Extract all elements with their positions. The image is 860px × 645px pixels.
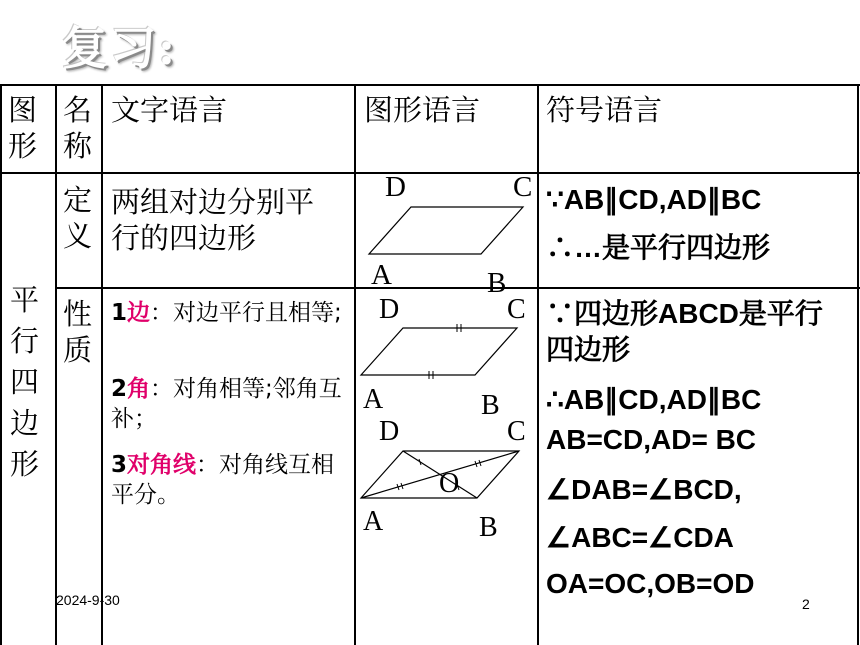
property-sides-key: 边 — [127, 300, 151, 326]
property-diagonals — [111, 450, 341, 510]
table-left-border — [0, 84, 2, 645]
property-angles-key: 角 — [127, 376, 151, 402]
property-sides — [111, 298, 349, 328]
table-right-border — [857, 84, 859, 645]
figure-name: 平行四边形 — [10, 283, 40, 481]
col2-border — [101, 84, 103, 645]
fig1-label-D: D — [385, 171, 406, 203]
header-text-language: 文字语言 — [111, 93, 228, 127]
table-top-border — [0, 84, 860, 86]
footer-date: 2024-9-30 — [56, 592, 120, 608]
fig2-label-C: C — [507, 294, 526, 325]
property-diagonals-text: ：对角线互相平分。 — [111, 452, 335, 508]
fig2-label-B: B — [481, 390, 500, 421]
property-angle-eq2: ∠ABC=∠CDA — [546, 522, 734, 553]
fig3-label-O: O — [439, 468, 460, 499]
property-diagonals-number: 3 — [111, 452, 128, 478]
property-equal-sides: AB=CD,AD= BC — [546, 424, 757, 455]
property-diagonals-key: 对角线 — [127, 452, 197, 478]
property-angles — [111, 374, 349, 434]
parallelogram-diagonals — [361, 416, 526, 543]
fig3-label-A: A — [363, 506, 384, 537]
definition-text: 两组对边分别平行的四边形 — [111, 185, 315, 255]
header-figure-language: 图形语言 — [364, 93, 481, 127]
property-angles-text: ：对角相等;邻角互补； — [111, 376, 342, 432]
property-parallel: ∴AB∥CD,AD∥BC — [546, 384, 762, 415]
definition-given: ∵AB∥CD,AD∥BC — [546, 184, 762, 215]
col1-border — [55, 84, 57, 645]
header-symbol-language: 符号语言 — [546, 93, 663, 127]
property-label: 性质 — [63, 297, 93, 367]
parallelogram-sides — [361, 294, 526, 421]
fig2-label-A: A — [363, 384, 384, 415]
header-name: 名称 — [63, 93, 93, 163]
property-diagonal-eq: OA=OC,OB=OD — [546, 568, 755, 599]
property-given: ∵四边形ABCD是平行四边形 — [546, 298, 823, 365]
fig1-label-B: B — [487, 267, 507, 299]
definition-conclusion: ∴…是平行四边形 — [546, 232, 771, 263]
fig1-label-A: A — [371, 259, 392, 291]
fig3-label-B: B — [479, 512, 498, 543]
fig3-label-D: D — [379, 416, 400, 447]
property-angles-number: 2 — [111, 376, 128, 402]
property-angle-eq1: ∠DAB=∠BCD, — [546, 474, 742, 505]
parallelogram-figures — [355, 170, 537, 550]
property-sides-number: 1 — [111, 300, 128, 326]
footer-page-number: 2 — [802, 596, 810, 612]
slide-title: 复习: — [62, 21, 177, 75]
definition-label: 定义 — [63, 183, 93, 253]
fig3-label-C: C — [507, 416, 526, 447]
parallelogram-definition — [369, 171, 532, 299]
fig1-label-C: C — [513, 171, 533, 203]
header-figure: 图形 — [8, 93, 38, 163]
col4-border — [537, 84, 539, 645]
property-sides-text: ：对边平行且相等; — [150, 300, 342, 326]
fig2-label-D: D — [379, 294, 400, 325]
